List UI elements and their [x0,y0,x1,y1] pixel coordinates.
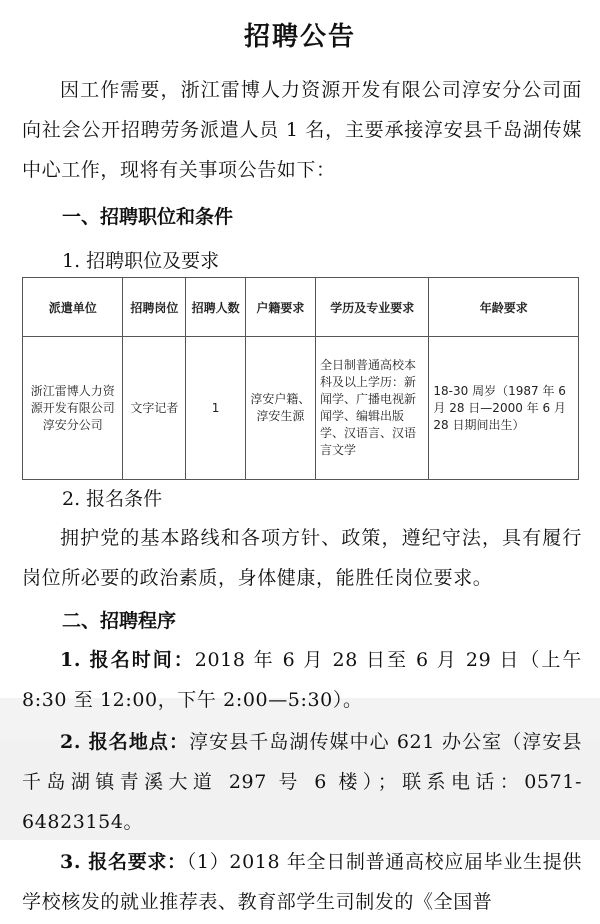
table-cell: 18-30 周岁（1987 年 6 月 28 日—2000 年 6 月 28 日期间出生） [429,337,579,480]
table-header: 年龄要求 [429,278,579,337]
table-cell: 1 [186,337,245,480]
section1-heading: 一、招聘职位和条件 [62,206,234,228]
signup-place-paragraph [22,722,582,842]
signup-time-label: 1. 报名时间： [60,649,195,671]
section2-heading: 二、招聘程序 [62,610,177,632]
signup-requirements-text: （1）2018 年全日制普通高校应届毕业生提供学校核发的就业推荐表、教育部学生司制发的《全国普 [22,851,582,913]
table-cell: 文字记者 [123,337,186,480]
table-header-row [23,278,579,337]
signup-place-label: 2. 报名地点： [60,731,190,753]
requirements-table [22,277,579,480]
signup-requirements-label: 3. 报名要求： [60,851,187,873]
table-header: 户籍要求 [245,278,315,337]
signup-time-paragraph [22,640,582,720]
table-header: 学历及专业要求 [316,278,429,337]
table-cell: 浙江雷博人力资源开发有限公司淳安分公司 [23,337,123,480]
table-header: 招聘人数 [186,278,245,337]
table-header: 派遣单位 [23,278,123,337]
conditions-paragraph: 拥护党的基本路线和各项方针、政策，遵纪守法，具有履行岗位所必要的政治素质，身体健康，能胜任岗位要求。 [22,527,582,589]
table-cell: 全日制普通高校本科及以上学历：新闻学、广播电视新闻学、编辑出版学、汉语言、汉语言文学 [316,337,429,480]
table-cell: 淳安户籍、淳安生源 [245,337,315,480]
page-title: 招聘公告 [243,22,356,52]
table-header: 招聘岗位 [123,278,186,337]
section1-sub2: 2. 报名条件 [62,488,163,510]
table-row [23,337,579,480]
intro-paragraph: 因工作需要，浙江雷博人力资源开发有限公司淳安分公司面向社会公开招聘劳务派遣人员 1 名，主要承接淳安县千岛湖传媒中心工作，现将有关事项公告如下： [22,79,582,181]
section1-sub1: 1. 招聘职位及要求 [62,250,220,272]
signup-time-text: 2018 年 6 月 28 日至 6 月 29 日（上午 8:30 至 12:00，下午 2:00—5:30）。 [22,649,582,711]
signup-requirements-paragraph [22,842,582,922]
signup-place-text: 淳安县千岛湖传媒中心 621 办公室（淳安县千岛湖镇青溪大道 297 号 6 楼）；联系电话：0571-64823154。 [22,731,583,833]
